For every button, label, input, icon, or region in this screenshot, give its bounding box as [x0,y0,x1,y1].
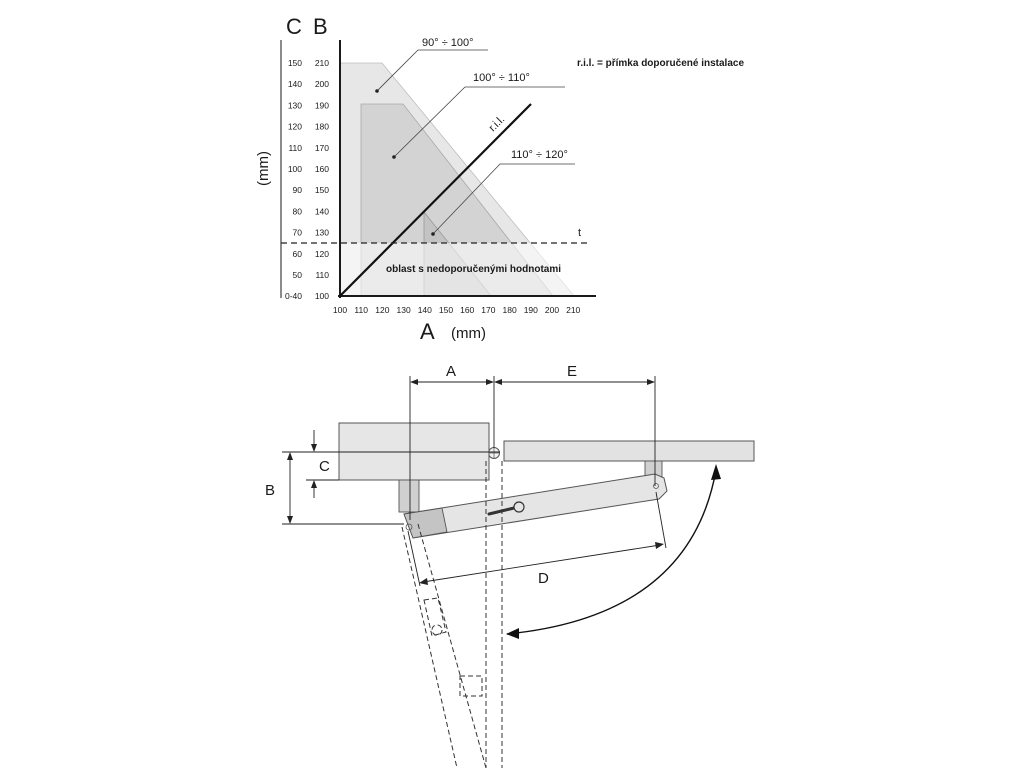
b-tick-label: 140 [314,206,329,217]
b-tick-label: 100 [314,291,329,302]
arrow-a-left [410,379,418,385]
arrow-e-right [647,379,655,385]
b-tick-label: 150 [314,185,329,196]
c-tick-label: 110 [288,142,302,153]
swing-arrow-bottom [506,628,519,639]
a-tick-label: 160 [460,305,475,315]
arrow-b-top [287,452,293,460]
a-tick-label: 100 [332,305,348,315]
unit-bottom: (mm) [451,325,486,342]
a-tick-label: 170 [481,305,496,315]
b-axis-letter: B [313,14,328,39]
c-tick-label: 80 [292,206,302,217]
b-tick-label: 160 [314,164,329,174]
c-tick-label: 60 [292,248,302,259]
c-tick-label: 50 [292,270,302,280]
a-axis-ticks [333,305,581,315]
marker-100-110 [392,155,396,159]
b-tick-label: 210 [314,58,329,68]
a-axis-letter: A [420,319,435,344]
b-tick-label: 190 [314,100,329,111]
marker-90-100 [375,89,379,93]
gate-pillar [339,423,489,480]
a-tick-label: 150 [438,305,454,315]
ril-label: r.i.l. [486,113,508,135]
c-tick-label: 150 [287,58,302,68]
a-tick-label: 190 [523,305,538,315]
a-tick-label: 180 [502,305,517,315]
c-tick-label: 0-40 [284,291,302,302]
arrow-d-left [419,578,428,585]
dimension-c-label: C [319,458,330,475]
not-recommended-label: oblast s nedoporučenými hodnotami [386,264,562,275]
t-label: t [578,227,582,239]
arrow-b-bottom [287,516,293,524]
a-tick-label: 130 [396,305,411,315]
c-tick-label: 130 [287,100,302,111]
b-tick-label: 130 [314,227,329,238]
label-100-110: 100° ÷ 110° [473,72,530,84]
arrow-c-bottom [311,480,317,488]
c-tick-label: 140 [287,79,302,90]
c-tick-label: 70 [292,227,302,238]
c-tick-label: 120 [287,121,302,132]
arrow-e-left [494,379,502,385]
ril-legend: r.i.l. = přímka doporučené instalace [577,58,745,69]
a-tick-label: 110 [354,305,368,315]
a-tick-label: 120 [375,305,390,315]
dimension-d-label: D [538,570,549,587]
swing-arrow-top [711,464,721,480]
marker-110-120 [431,232,435,236]
dimension-e-label: E [567,363,578,380]
dimension-b-label: B [265,482,276,499]
installation-chart [255,14,744,344]
b-tick-label: 170 [314,142,329,153]
a-tick-label: 140 [417,305,432,315]
arrow-a-right [486,379,494,385]
label-90-100: 90° ÷ 100° [422,37,474,49]
label-110-120: 110° ÷ 120° [511,149,568,161]
a-tick-label: 200 [544,305,560,315]
pillar-bracket [399,480,419,512]
c-tick-label: 90 [292,185,302,196]
c-axis-letter: C [286,14,302,39]
arrow-c-top [311,444,317,452]
c-axis-ticks [285,58,302,301]
b-tick-label: 200 [314,79,329,90]
b-tick-label: 110 [315,270,329,280]
a-tick-label: 210 [566,305,581,315]
b-axis-ticks [315,58,329,301]
b-tick-label: 180 [314,121,329,132]
gate-leaf [504,441,754,461]
c-tick-label: 100 [287,164,302,174]
b-tick-label: 120 [314,248,329,259]
dimension-a-label: A [446,363,457,380]
mounting-drawing [265,363,754,768]
arrow-d-right [655,542,664,549]
unit-left: (mm) [255,151,272,186]
